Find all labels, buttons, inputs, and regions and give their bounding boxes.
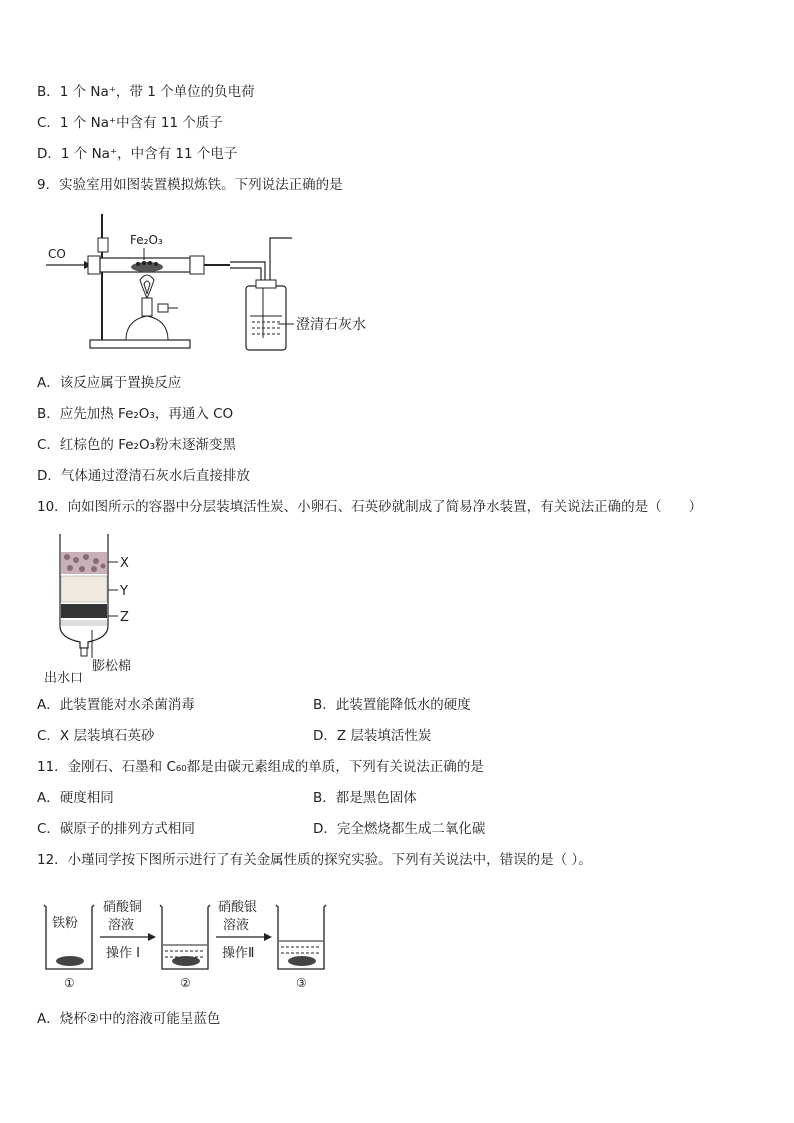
- op-1-label: 操作 I: [106, 946, 140, 961]
- q11-option-c: C．碳原子的排列方式相同: [37, 821, 195, 837]
- q11-stem: 11．金刚石、石墨和 C₆₀都是由碳元素组成的单质，下列有关说法正确的是: [37, 759, 484, 775]
- q8-option-c: C．1 个 Na⁺中含有 11 个质子: [37, 115, 223, 131]
- stand-base: [90, 340, 190, 348]
- layer-x-label: X: [120, 556, 129, 571]
- layer-y: [61, 576, 107, 602]
- burner-base: [126, 316, 168, 340]
- q9-option-c: C．红棕色的 Fe₂O₃粉末逐渐变黑: [37, 437, 236, 453]
- beaker-2-label: ②: [180, 976, 191, 990]
- left-stopper: [88, 256, 100, 274]
- q10-option-b: B．此装置能降低水的硬度: [313, 697, 471, 713]
- fe2o3-label: Fe₂O₃: [130, 233, 163, 247]
- q9-option-a: A．该反应属于置换反应: [37, 375, 182, 391]
- q10-option-d: D．Z 层装填活性炭: [313, 728, 432, 744]
- layer-z: [61, 604, 107, 618]
- reagent-1-line2: 溶液: [108, 918, 135, 933]
- q8-option-d: D．1 个 Na⁺，中含有 11 个电子: [37, 146, 238, 162]
- q10-option-c: C．X 层装填石英砂: [37, 728, 155, 744]
- layer-y-label: Y: [120, 584, 128, 599]
- q11-option-d: D．完全燃烧都生成二氧化碳: [313, 821, 486, 837]
- q11-option-a: A．硬度相同: [37, 790, 114, 806]
- iron-powder: [56, 956, 84, 966]
- outlet-label: 出水口: [44, 671, 84, 685]
- layer-z-label: Z: [120, 610, 129, 625]
- beaker-1-label: ①: [64, 976, 75, 990]
- q10-stem: 10．向如图所示的容器中分层装填活性炭、小卵石、石英砂就制成了简易净水装置，有关说法正确的是（ ）: [37, 499, 703, 515]
- metal-reaction-figure: [40, 895, 340, 990]
- q12-option-a: A．烧杯②中的溶液可能呈蓝色: [37, 1011, 221, 1027]
- q8-option-b: B．1 个 Na⁺，带 1 个单位的负电荷: [37, 84, 255, 100]
- co-label: CO: [48, 247, 66, 261]
- water-purifier-figure: [40, 530, 170, 685]
- q10-option-a: A．此装置能对水杀菌消毒: [37, 697, 195, 713]
- iron-smelting-apparatus-figure: [40, 208, 380, 358]
- clamp: [98, 238, 108, 252]
- reagent-1-line1: 硝酸铜: [103, 900, 143, 915]
- q9-stem: 9．实验室用如图装置模拟炼铁。下列说法正确的是: [37, 177, 343, 193]
- q9-option-d: D．气体通过澄清石灰水后直接排放: [37, 468, 250, 484]
- op-2-label: 操作Ⅱ: [222, 946, 255, 961]
- limewater-label: 澄清石灰水: [296, 317, 366, 333]
- right-stopper: [190, 256, 204, 274]
- q11-option-b: B．都是黑色固体: [313, 790, 417, 806]
- cotton-label: 膨松棉: [92, 659, 132, 674]
- reagent-2-line1: 硝酸银: [218, 900, 258, 915]
- iron-label: 铁粉: [52, 916, 79, 931]
- q12-stem: 12．小瑾同学按下图所示进行了有关金属性质的探究实验。下列有关说法中，错误的是（ ）。: [37, 852, 592, 868]
- reagent-2-line2: 溶液: [223, 918, 250, 933]
- burner-valve: [158, 304, 168, 312]
- fe2o3-powder: [131, 262, 163, 272]
- gas-bottle: [246, 286, 286, 350]
- beaker-3-label: ③: [296, 976, 307, 990]
- burner-tube: [142, 298, 152, 316]
- q9-option-b: B．应先加热 Fe₂O₃，再通入 CO: [37, 406, 234, 422]
